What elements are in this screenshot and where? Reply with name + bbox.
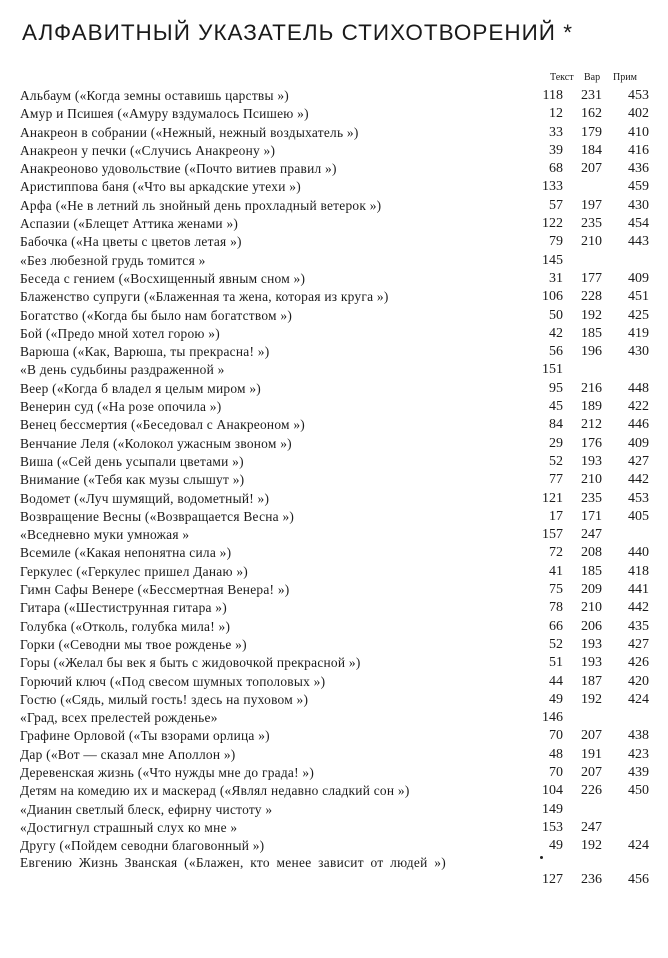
entry-prim: 402: [628, 106, 649, 122]
entry-title: Амур и Псишея («Амуру вздумалось Псишею »): [20, 106, 309, 122]
entry-text: 68: [549, 161, 563, 177]
entry-text: 50: [549, 307, 563, 323]
index-entry: [20, 764, 654, 782]
index-entry: [20, 599, 654, 617]
entry-prim: 442: [628, 600, 649, 616]
entry-var: 193: [581, 655, 602, 671]
entry-text: 121: [542, 490, 563, 506]
entry-text: 118: [542, 88, 563, 103]
entry-title: Арфа («Не в летний ль знойный день прохладный ветерок »): [20, 197, 382, 213]
entry-prim: 420: [628, 673, 649, 689]
entry-prim: 448: [628, 380, 649, 396]
index-entry: [20, 343, 654, 361]
entry-prim: 451: [628, 289, 649, 305]
entry-title: Горючий ключ («Под свесом шумных тополовых »): [20, 673, 326, 689]
entry-prim: 442: [628, 472, 649, 488]
entry-var: 185: [581, 325, 602, 341]
entry-text: 41: [549, 563, 563, 579]
entry-var: 192: [581, 307, 602, 323]
entry-var: 212: [581, 417, 602, 433]
entry-var: 231: [581, 88, 602, 103]
entry-title: Беседа с гением («Восхищенный явным сном »): [20, 270, 306, 286]
entry-prim: 425: [628, 307, 649, 323]
entry-text: 49: [549, 691, 563, 707]
entry-text: 12: [549, 106, 563, 122]
entry-title: Анакреоново удовольствие («Почто витиев правил »): [20, 161, 337, 177]
entry-text: 70: [549, 728, 563, 744]
entry-prim: 453: [628, 490, 649, 506]
entry-prim: 422: [628, 399, 649, 415]
entry-title: Гитара («Шестиструнная гитара »): [20, 600, 227, 616]
entry-var: 192: [581, 691, 602, 707]
index-entry: [20, 654, 654, 672]
entry-var: 207: [581, 764, 602, 780]
index-entry: [20, 746, 654, 764]
index-entry: [20, 178, 654, 196]
index-entry: [20, 160, 654, 178]
entry-title: Дар («Вот — сказал мне Аполлон »): [20, 746, 236, 762]
index-entry: [20, 490, 654, 508]
index-entry: [20, 435, 654, 453]
entry-text: 42: [549, 325, 563, 341]
index-entry: [20, 471, 654, 489]
entry-var: 235: [581, 216, 602, 232]
entry-title: Внимание («Тебя как музы слышут »): [20, 472, 245, 488]
index-entry: [20, 416, 654, 434]
entry-text: 48: [549, 746, 563, 762]
index-entry: [20, 581, 654, 599]
index-entry: [20, 380, 654, 398]
entry-text: 146: [542, 710, 563, 726]
entry-prim: 419: [628, 325, 649, 341]
entry-text: 157: [542, 527, 563, 543]
entry-var: 209: [581, 582, 602, 598]
page-title: АЛФАВИТНЫЙ УКАЗАТЕЛЬ СТИХОТВОРЕНИЙ *: [22, 20, 573, 45]
entry-var: 179: [581, 124, 602, 140]
index-entry: [20, 782, 654, 800]
entry-prim: 427: [628, 453, 649, 469]
entry-var: 207: [581, 728, 602, 744]
entry-prim: 426: [628, 655, 649, 671]
entry-title: Всемиле («Какая непонятна сила »): [20, 545, 232, 561]
entry-prim: 435: [628, 618, 649, 634]
entry-prim: 459: [628, 179, 649, 195]
entry-title: Гостю («Сядь, милый гость! здесь на пуховом »): [20, 691, 309, 707]
entry-title: «Вседневно муки умножая »: [20, 527, 190, 543]
entry-title: Голубка («Отколь, голубка мила! »): [20, 618, 231, 634]
entry-var: 191: [581, 746, 602, 762]
entry-var: 197: [581, 197, 602, 213]
entry-title: Альбаум («Когда земны оставишь царствы »): [20, 88, 289, 103]
index-entry: [20, 215, 654, 233]
entry-var: 171: [581, 508, 602, 524]
entry-var: 193: [581, 636, 602, 652]
entry-title: «В день судьбины раздраженной »: [20, 362, 225, 378]
entry-title: Венерин суд («На розе опочила »): [20, 399, 222, 415]
entry-var: 207: [581, 161, 602, 177]
entry-var: 208: [581, 545, 602, 561]
entry-var: 206: [581, 618, 602, 634]
entry-title: Венчание Леля («Колокол ужасным звоном »): [20, 435, 292, 451]
column-header-text: Текст: [550, 72, 574, 83]
entry-prim: 441: [628, 582, 649, 598]
entry-prim: 410: [628, 124, 649, 140]
index-entry: [20, 398, 654, 416]
entry-title: Возвращение Весны («Возвращается Весна »): [20, 508, 295, 524]
entry-var: 189: [581, 399, 602, 415]
index-entry: [20, 636, 654, 654]
entry-text: 84: [549, 417, 563, 433]
entry-prim: 409: [628, 435, 649, 451]
entry-text: 149: [542, 801, 563, 817]
entry-prim: 430: [628, 197, 649, 213]
entry-text: 56: [549, 344, 563, 360]
entry-var: 247: [581, 527, 602, 543]
index-entry: [20, 124, 654, 142]
ink-dot: [540, 856, 543, 859]
index-entry: [20, 544, 654, 562]
entry-text: 72: [549, 545, 563, 561]
entry-text: 70: [549, 764, 563, 780]
entry-prim: 456: [628, 872, 649, 888]
index-entry: [20, 233, 654, 251]
entry-text: 151: [542, 362, 563, 378]
entry-text: 75: [549, 582, 563, 598]
index-entry: [20, 618, 654, 636]
index-entry: [20, 563, 654, 581]
entry-title: Венец бессмертия («Беседовал с Анакреоном »): [20, 417, 305, 433]
entry-text: 77: [549, 472, 563, 488]
index-entry: [20, 325, 654, 343]
entry-prim: 424: [628, 838, 649, 854]
entry-var: 184: [581, 142, 602, 158]
index-entry: [20, 691, 654, 709]
entry-title: Блаженство супруги («Блаженная та жена, которая из круга »): [20, 289, 389, 305]
entry-text: 122: [542, 216, 563, 232]
entry-title: Евгению Жизнь Званская («Блажен, кто менее зависит от людей »): [20, 855, 446, 871]
entry-var: 210: [581, 234, 602, 250]
entry-title: Анакреон в собрании («Нежный, нежный воздыхатель »): [20, 124, 359, 140]
entry-prim: 405: [628, 508, 649, 524]
entry-prim: 436: [628, 161, 649, 177]
entry-var: 228: [581, 289, 602, 305]
index-entry: [20, 727, 654, 745]
entry-title: Анакреон у печки («Случись Анакреону »): [20, 142, 276, 158]
entry-text: 17: [549, 508, 563, 524]
entry-var: 193: [581, 453, 602, 469]
entry-prim: 430: [628, 344, 649, 360]
entry-var: 210: [581, 600, 602, 616]
entry-var: 236: [581, 872, 602, 888]
index-entry: [20, 526, 654, 544]
entry-text: 49: [549, 838, 563, 854]
entry-title: Веер («Когда б владел я целым миром »): [20, 380, 261, 396]
entry-title: Водомет («Луч шумящий, водометный! »): [20, 490, 270, 506]
entry-prim: 409: [628, 270, 649, 286]
entry-title: Бой («Предо мной хотел горою »): [20, 325, 220, 341]
entry-var: 235: [581, 490, 602, 506]
entry-title: Гимн Сафы Венере («Бессмертная Венера! »): [20, 582, 290, 598]
entry-var: 177: [581, 270, 602, 286]
entry-prim: 424: [628, 691, 649, 707]
index-entry: [20, 819, 654, 837]
entry-title: Богатство («Когда бы было нам богатством »): [20, 307, 293, 323]
entry-prim: 418: [628, 563, 649, 579]
index-entry: [20, 307, 654, 325]
entry-var: 176: [581, 435, 602, 451]
entry-text: 145: [542, 252, 563, 268]
index-entry: [20, 709, 654, 727]
entry-prim: 438: [628, 728, 649, 744]
column-header-prim: Прим: [613, 72, 637, 83]
entry-var: 210: [581, 472, 602, 488]
index-entry: [20, 508, 654, 526]
entry-text: 51: [549, 655, 563, 671]
entry-var: 226: [581, 783, 602, 799]
entry-title: Другу («Пойдем севодни благовонный »): [20, 838, 265, 854]
index-entry: [20, 252, 654, 270]
entry-prim: 423: [628, 746, 649, 762]
entry-title: Аспазии («Блещет Аттика женами »): [20, 216, 239, 232]
entry-prim: 453: [628, 88, 649, 103]
entry-text: 29: [549, 435, 563, 451]
poem-index-list: [20, 87, 654, 890]
index-entry: [20, 105, 654, 123]
index-entry: [20, 361, 654, 379]
index-entry: [20, 801, 654, 819]
entry-text: 52: [549, 636, 563, 652]
entry-title: «Без любезной грудь томится »: [20, 252, 206, 268]
entry-prim: 454: [628, 216, 649, 232]
index-entry: [20, 453, 654, 471]
entry-text: 31: [549, 270, 563, 286]
index-entry: [20, 855, 654, 890]
entry-title: Графине Орловой («Ты взорами орлица »): [20, 728, 270, 744]
entry-title: Детям на комедию их и маскерад («Являл недавно сладкий сон »): [20, 783, 410, 799]
entry-text: 78: [549, 600, 563, 616]
entry-text: 106: [542, 289, 563, 305]
entry-var: 185: [581, 563, 602, 579]
entry-text: 66: [549, 618, 563, 634]
index-entry: [20, 673, 654, 691]
entry-text: 153: [542, 819, 563, 835]
entry-title: Горы («Желал бы век я быть с жидовочкой прекрасной »): [20, 655, 361, 671]
entry-title: Виша («Сей день усыпали цветами »): [20, 453, 244, 469]
entry-title: «Дианин светлый блеск, ефирну чистоту »: [20, 801, 273, 817]
entry-text: 127: [542, 872, 563, 888]
entry-title: Варюша («Как, Варюша, ты прекрасна! »): [20, 344, 270, 360]
entry-title: «Град, всех прелестей рожденье»: [20, 710, 218, 726]
entry-text: 104: [542, 783, 563, 799]
entry-prim: 439: [628, 764, 649, 780]
index-entry: [20, 837, 654, 855]
entry-var: 187: [581, 673, 602, 689]
entry-title: Горки («Севодни мы твое рожденье »): [20, 636, 247, 652]
entry-prim: 446: [628, 417, 649, 433]
entry-var: 216: [581, 380, 602, 396]
entry-title: Геркулес («Геркулес пришел Данаю »): [20, 563, 248, 579]
column-header-var: Вар: [584, 72, 601, 83]
entry-text: 45: [549, 399, 563, 415]
entry-var: 196: [581, 344, 602, 360]
entry-title: Бабочка («На цветы с цветов летая »): [20, 234, 242, 250]
index-entry: [20, 142, 654, 160]
entry-prim: 427: [628, 636, 649, 652]
entry-prim: 450: [628, 783, 649, 799]
index-entry: [20, 288, 654, 306]
entry-title: Деревенская жизнь («Что нужды мне до града! »): [20, 764, 315, 780]
index-entry: [20, 270, 654, 288]
entry-var: 192: [581, 838, 602, 854]
entry-text: 44: [549, 673, 563, 689]
index-entry: [20, 197, 654, 215]
entry-var: 162: [581, 106, 602, 122]
entry-prim: 440: [628, 545, 649, 561]
entry-prim: 416: [628, 142, 649, 158]
entry-text: 33: [549, 124, 563, 140]
entry-title: «Достигнул страшный слух ко мне »: [20, 819, 238, 835]
entry-text: 52: [549, 453, 563, 469]
entry-title: Аристиппова баня («Что вы аркадские утехи »): [20, 179, 301, 195]
index-entry: [20, 87, 654, 105]
entry-text: 95: [549, 380, 563, 396]
entry-text: 79: [549, 234, 563, 250]
entry-text: 57: [549, 197, 563, 213]
entry-var: 247: [581, 819, 602, 835]
entry-text: 39: [549, 142, 563, 158]
entry-prim: 443: [628, 234, 649, 250]
entry-text: 133: [542, 179, 563, 195]
